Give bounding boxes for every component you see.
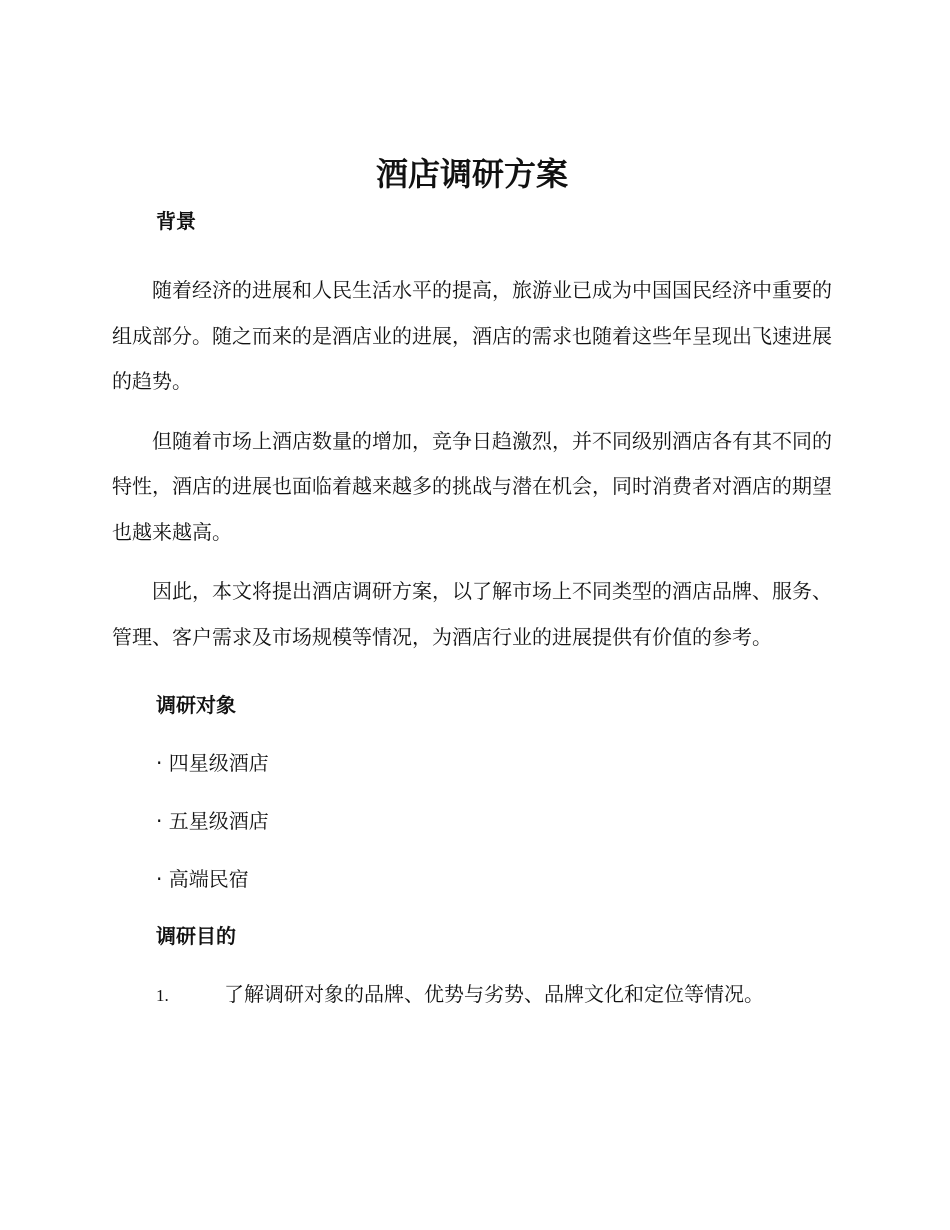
background-paragraph: 因此，本文将提出酒店调研方案，以了解市场上不同类型的酒店品牌、服务、管理、客户需求及市场规模等情况，为酒店行业的进展提供有价值的参考。 [112,579,832,649]
document-body [112,148,832,1011]
list-item [112,979,832,1011]
list-item-text: 了解调研对象的品牌、优势与劣势、品牌文化和定位等情况。 [224,982,764,1006]
list-item: · 高端民宿 [156,867,249,891]
list-item: · 四星级酒店 [156,751,269,775]
background-paragraph: 但随着市场上酒店数量的增加，竞争日趋激烈，并不同级别酒店各有其不同的特性，酒店的进展也面临着越来越多的挑战与潜在机会，同时消费者对酒店的期望也越来越高。 [112,428,832,544]
objects-list [112,748,832,894]
goals-list [112,979,832,1011]
section-heading-background: 背景 [156,209,196,233]
list-number: 1. [156,986,169,1005]
section-heading-objects: 调研对象 [156,693,236,717]
section-heading-goals: 调研目的 [156,924,236,948]
document-title: 酒店调研方案 [375,155,568,193]
list-item: · 五星级酒店 [156,809,269,833]
background-paragraph: 随着经济的进展和人民生活水平的提高，旅游业已成为中国国民经济中重要的组成部分。随之而来的是酒店业的进展，酒店的需求也随着这些年呈现出飞速进展的趋势。 [112,278,832,393]
